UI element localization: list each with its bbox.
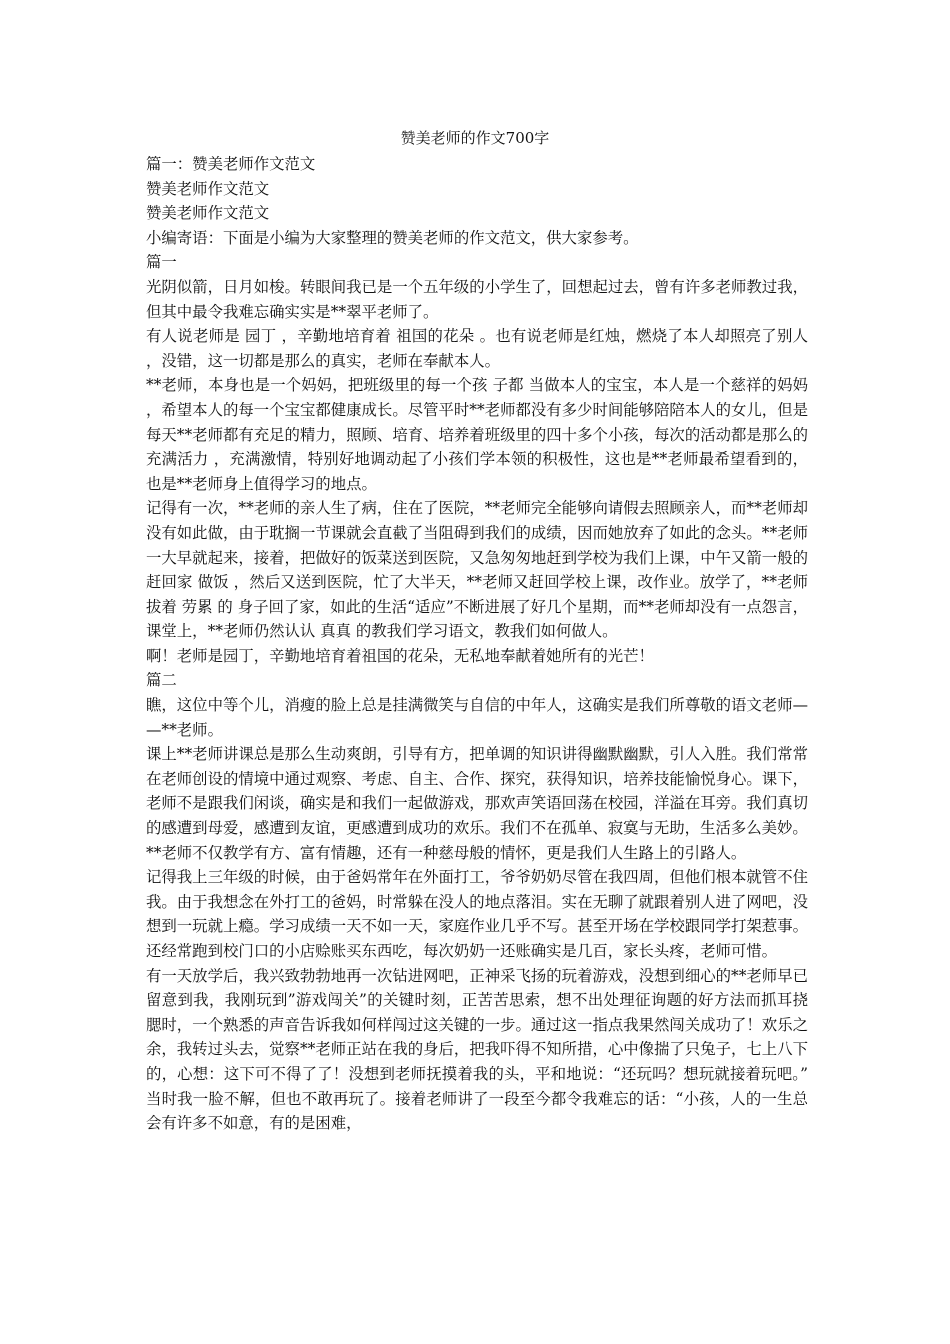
- document-body: [146, 152, 808, 1136]
- body-paragraph: 瞧，这位中等个儿，消瘦的脸上总是挂满微笑与自信的中年人，这确实是我们所尊敬的语文老师——**老师。: [146, 696, 808, 739]
- body-paragraph: 记得有一次，**老师的亲人生了病，住在了医院，**老师完全能够向请假去照顾亲人，而**老师却没有如此做，由于耽搁一节课就会直截了当阻碍到我们的成绩，因而她放弃了如此的念头。**老师一大早就起来，接着，把做好的饭菜送到医院，又急匆匆地赶到学校为我们上课，中午又箭一般的赶回家 做饭 ，然后又送到医院，忙了大半天，**老师又赶回学校上课，改作业。放学了，**老师拔着 劳累 的 身子回了家，如此的生活“适应”不断进展了好几个星期，而**老师却没有一点怨言，课堂上，**老师仍然认认 真真 的教我们学习语文，教我们如何做人。: [146, 499, 808, 641]
- body-paragraph: 光阴似箭，日月如梭。转眼间我已是一个五年级的小学生了，回想起过去，曾有许多老师教过我，但其中最令我难忘确实实是**翠平老师了。: [146, 277, 808, 321]
- sub-heading: 赞美老师作文范文: [146, 179, 270, 198]
- body-paragraph: 课上**老师讲课总是那么生动爽朗，引导有方，把单调的知识讲得幽默幽默，引人入胜。我们常常在老师创设的情境中通过观察、考虑、自主、合作、探究，获得知识，培养技能愉悦身心。课下，老师不是跟我们闲谈，确实是和我们一起做游戏，那欢声笑语回荡在校园，洋溢在耳旁。我们真切的感遭到母爱，感遭到友谊，更感遭到成功的欢乐。我们不在孤单、寂寞与无助，生活多么美妙。: [146, 745, 808, 838]
- section-heading: 篇二: [146, 671, 177, 690]
- section-heading: 篇一: [146, 253, 177, 272]
- body-paragraph: 有一天放学后，我兴致勃勃地再一次钻进网吧，正神采飞扬的玩着游戏，没想到细心的**老师早已留意到我，我刚玩到”游戏闯关”的关键时刻，正苦苦思索，想不出处理征询题的好方法而抓耳挠腮时，一个熟悉的声音告诉我如何样闯过这关键的一步。通过这一指点我果然闯关成功了！欢乐之余，我转过头去，觉察**老师正站在我的身后，把我吓得不知所措，心中像揣了只兔子，七上八下的，心想：这下可不得了了！没想到老师抚摸着我的头，平和地说：“还玩吗？想玩就接着玩吧。”当时我一脸不解，但也不敢再玩了。接着老师讲了一段至今都令我难忘的话：“小孩，人的一生总会有许多不如意，有的是困难，: [146, 966, 808, 1133]
- body-paragraph: 记得我上三年级的时候，由于爸妈常年在外面打工，爷爷奶奶尽管在我四周，但他们根本就管不住我。由于我想念在外打工的爸妈，时常躲在没人的地点落泪。实在无聊了就跟着别人进了网吧，没想到一玩就上瘾。学习成绩一天不如一天，家庭作业几乎不写。甚至开场在学校跟同学打架惹事。还经常跑到校门口的小店赊账买东西吃，每次奶奶一还账确实是几百，家长头疼，老师可惜。: [146, 868, 808, 960]
- body-paragraph: 有人说老师是 园丁 ，辛勤地培育着 祖国的花朵 。也有说老师是红烛，燃烧了本人却照亮了别人，没错，这一切都是那么的真实，老师在奉献本人。: [146, 327, 808, 370]
- body-paragraph: **老师，本身也是一个妈妈，把班级里的每一个孩 子都 当做本人的宝宝，本人是一个慈祥的妈妈，希望本人的每一个宝宝都健康成长。尽管平时**老师都没有多少时间能够陪陪本人的女儿，但是每天**老师都有充足的精力，照顾、培育、培养着班级里的四十多个小孩，每次的活动都是那么的 充满活力 ，充满激情，特别好地调动起了小孩们学本领的积极性，这也是**老师最希望看到的，也是**老师身上值得学习的地点。: [146, 376, 808, 493]
- body-paragraph: 啊！老师是园丁，辛勤地培育着祖国的花朵，无私地奉献着她所有的光芒！: [146, 646, 654, 665]
- document-title: 赞美老师的作文700字: [400, 129, 550, 147]
- editor-note: 小编寄语：下面是小编为大家整理的赞美老师的作文范文，供大家参考。: [146, 228, 639, 247]
- sub-heading: 赞美老师作文范文: [146, 204, 270, 223]
- body-paragraph: **老师不仅教学有方、富有情趣，还有一种慈母般的情怀，更是我们人生路上的引路人。: [146, 843, 747, 862]
- section-heading: 篇一：赞美老师作文范文: [146, 155, 316, 173]
